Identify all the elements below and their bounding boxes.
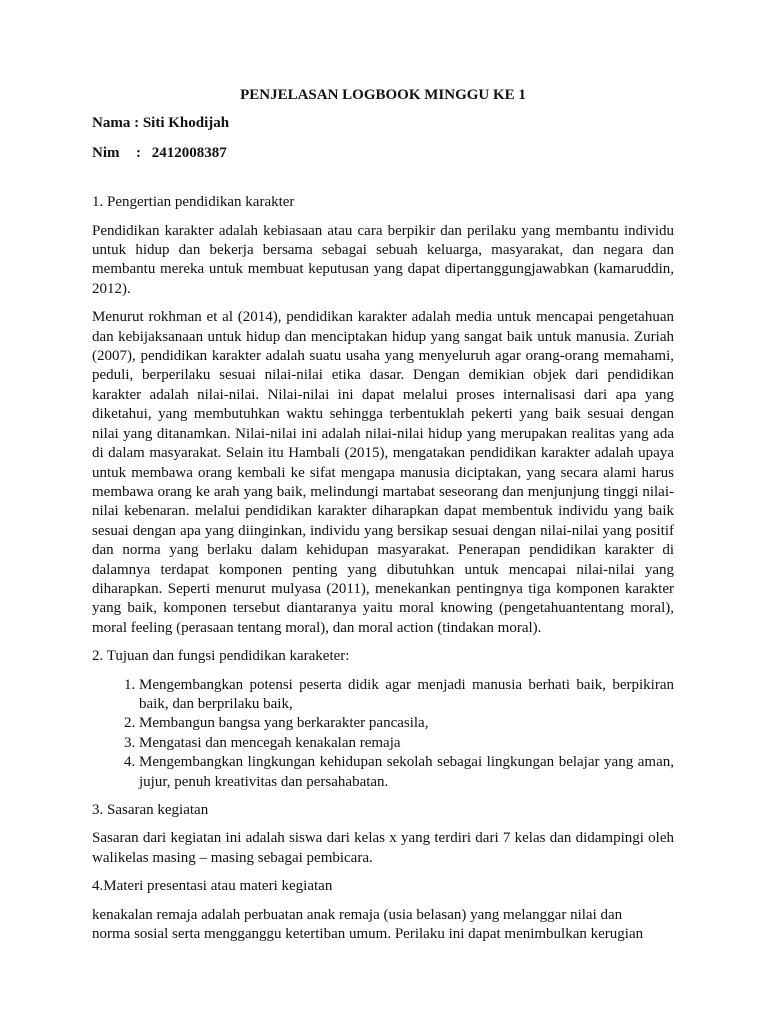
section-4-text-line: norma sosial serta mengganggu ketertiban umum. Perilaku ini dapat menimbulkan kerugian <box>92 926 644 943</box>
nim-label: Nim <box>92 144 120 161</box>
list-item: 1. Mengembangkan potensi peserta didik agar menjadi manusia berhati baik, berpikiran baik, dan berprilaku baik, <box>139 676 674 715</box>
section-1-heading: 1. Pengertian pendidikan karakter <box>92 194 295 211</box>
name-field: Nama : Siti Khodijah <box>92 114 674 133</box>
section-3-paragraph: Sasaran dari kegiatan ini adalah siswa dari kelas x yang terdiri dari 7 kelas dan didampingi oleh walikelas masing – masing sebagai pembicara. <box>92 830 674 866</box>
section-4-text-line: kenakalan remaja adalah perbuatan anak remaja (usia belasan) yang melanggar nilai dan <box>92 906 623 923</box>
nim-field: Nim : 2412008387 <box>92 144 674 163</box>
section-3-heading: 3. Sasaran kegiatan <box>92 802 209 818</box>
list-item: 3. Mengatasi dan mencegah kenakalan remaja <box>139 734 674 753</box>
section-1-paragraph-2: Menurut rokhman et al (2014), pendidikan karakter adalah media untuk mencapai pengetahuan dan kebijaksanaan untuk hidup dan menciptakan hidup yang sangat baik untuk manusia. Zuriah (2007), pendidikan karakter adalah suatu usaha yang menyeluruh agar orang-orang memahami, peduli, berperilaku sesuai nilai-nilai etika dasar. Dengan demikian objek dari pendidikan karakter adalah nilai-nilai. Nilai-nilai ini dapat melalui proses internalisasi dari apa yang diketahui, yang membutuhkan waktu sehingga terbentuklah pekerti yang baik sesuai dengan nilai yang ditanamkan. Nilai-nilai ini adalah nilai-nilai hidup yang merupakan realitas yang ada di dalam masyarakat. Selain itu Hambali (2015), mengatakan pendidikan karakter adalah upaya untuk membawa orang kembali ke sifat mengapa manusia diciptakan, yang secara alami harus membawa orang ke arah yang baik, melindungi martabat seseorang dan menjunjung tinggi nilai-nilai kebenaran. melalui pendidikan karakter diharapkan dapat membentuk individu yang baik sesuai dengan apa yang diinginkan, individu yang bersikap sesuai dengan nilai-nilai yang positif dan norma yang berlaku dalam kehidupan masyarakat. Penerapan pendidikan karakter di dalamnya terdapat komponen penting yang dibutuhkan untuk mencapai nilai-nilai yang diharapkan. Seperti menurut mulyasa (2011), menekankan pentingnya tiga komponen karakter yang baik, komponen tersebut diantaranya yaitu moral knowing (pengetahuantentang moral), moral feeling (perasaan tentang moral), dan moral action (tindakan moral). <box>92 309 674 636</box>
document-title: PENJELASAN LOGBOOK MINGGU KE 1 <box>240 87 526 103</box>
name-label: Nama <box>92 115 131 132</box>
section-1-paragraph-1: Pendidikan karakter adalah kebiasaan atau cara berpikir dan perilaku yang membantu individu untuk hidup dan bekerja bersama sebagai sebuah keluarga, masyarakat, dan negara dan membantu mereka untuk membuat keputusan yang dapat dipertanggungjawabkan (kamaruddin, 2012). <box>92 222 674 297</box>
list-item: 4. Mengembangkan lingkungan kehidupan sekolah sebagai lingkungan belajar yang aman, jujur, penuh kreativitas dan persahabatan. <box>139 753 674 792</box>
list-item: 2. Membangun bangsa yang berkarakter pancasila, <box>139 714 674 733</box>
section-2-list <box>92 676 674 792</box>
document-body <box>92 86 674 944</box>
name-value: Siti Khodijah <box>142 115 230 132</box>
section-2-heading: 2. Tujuan dan fungsi pendidikan karaketer: <box>92 648 350 665</box>
section-4-heading: 4.Materi presentasi atau materi kegiatan <box>92 878 333 895</box>
nim-value: 2412008387 <box>151 144 227 161</box>
